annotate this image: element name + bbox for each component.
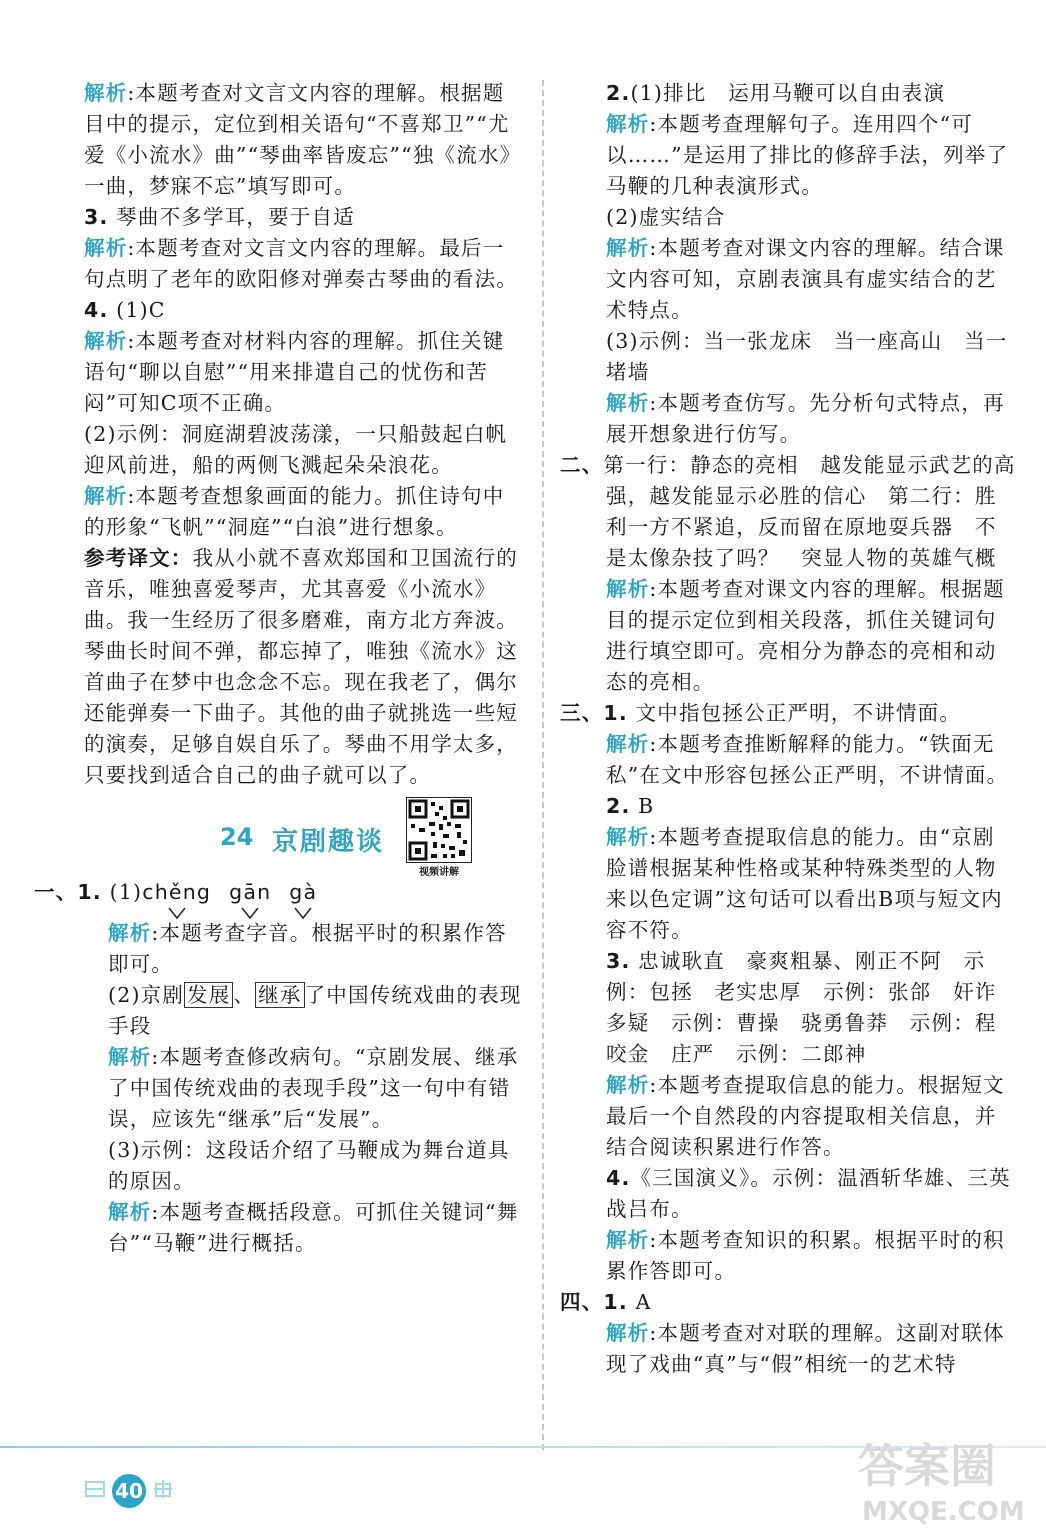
svg-text:答案圈: 答案圈	[858, 1439, 996, 1493]
analysis-paragraph: 解析:本题考查推断解释的能力。“铁面无私”在文中形容包拯公正严明，不讲情面。	[606, 732, 1009, 787]
section-name: 京剧趣谈	[272, 827, 385, 857]
answer-item: 二、第一行：静态的亮相 越发能显示武艺的高强，越发能显示必胜的信心 第二行：胜利一方不紧追，反而留在原地耍兵器 不是太像杂技了吗？ 突显人物的英雄气概	[560, 453, 1016, 570]
check-mark-icon	[240, 906, 260, 920]
corrected-word: 继承	[255, 982, 304, 1008]
answer-item: (2)示例：洞庭湖碧波荡漾，一只船鼓起白帆迎风前进，船的两侧飞溅起朵朵浪花。	[84, 422, 508, 477]
qr-label: 视频讲解	[419, 867, 459, 878]
answer-item: 3. 忠诚耿直 豪爽粗暴、刚正不阿 示例：包拯 老实忠厚 示例：张郃 奸诈多疑 示例：曹操 骁勇鲁莽 示例：程咬金 庄严 示例：二郎神	[606, 949, 997, 1066]
grid-decoration-icon	[84, 1478, 106, 1500]
watermark-logo	[838, 1420, 1028, 1530]
answer-item: 三、1. 文中指包拯公正严明，不讲情面。	[560, 701, 962, 725]
svg-text:MXQE.COM: MXQE.COM	[862, 1497, 1025, 1527]
reference-translation: 参考译文：我从小就不喜欢郑国和卫国流行的音乐，唯独喜爱琴声，尤其喜爱《小流水》曲。我一生经历了很多磨难，南方北方奔波。琴曲长时间不弹，都忘掉了，唯独《流水》这首曲子在梦中也念念不忘。现在我老了，偶尔还能弹奏一下曲子。其他的曲子就挑选一些短的演奏，足够自娱自乐了。琴曲不用学太多，只要找到适合自己的曲子就可以了。	[84, 546, 518, 787]
analysis-paragraph: 解析:本题考查知识的积累。根据平时的积累作答即可。	[606, 1228, 1005, 1283]
answer-item: (3)示例：这段话介绍了马鞭成为舞台道具的原因。	[108, 1138, 510, 1193]
right-column	[560, 78, 1016, 1380]
analysis-paragraph: 解析:本题考查修改病句。“京剧发展、继承了中国传统戏曲的表现手段”这一句中有错误，应该先“继承”后“发展”。	[108, 1045, 519, 1131]
answer-item: (2)虚实结合	[606, 205, 726, 229]
pinyin: gān	[229, 877, 271, 918]
analysis-tag: 解析	[84, 81, 128, 105]
analysis-paragraph: 解析:本题考查想象画面的能力。抓住诗句中的形象“飞帆”“洞庭”“白浪”进行想象。	[84, 484, 505, 539]
analysis-paragraph: 解析:本题考查概括段意。可抓住关键词“舞台”“马鞭”进行概括。	[108, 1200, 519, 1255]
answer-item: 四、1. A	[560, 1290, 652, 1314]
answer-item: 4. (1)C	[84, 298, 166, 322]
answer-item: 4.《三国演义》。示例：温酒斩华雄、三英战吕布。	[606, 1166, 1011, 1221]
pinyin: gà	[289, 877, 317, 918]
analysis-paragraph: 解析:本题考查仿写。先分析句式特点，再展开想象进行仿写。	[606, 391, 1005, 446]
corrected-word: 发展	[184, 982, 233, 1008]
section-title	[84, 797, 526, 878]
analysis-paragraph: 解析:本题考查理解句子。连用四个“可以……”是运用了排比的修辞手法，列举了马鞭的几种表演形式。	[606, 112, 1009, 198]
answer-item: 一、1. (1)chěng gān gà	[34, 877, 526, 918]
page-number: 40	[112, 1474, 146, 1508]
left-column	[34, 78, 526, 1259]
answer-item: 3. 琴曲不多学耳，要于自适	[84, 205, 355, 229]
analysis-paragraph: 解析:本题考查字音。根据平时的积累作答即可。	[108, 921, 507, 976]
analysis-paragraph: 解析:本题考查对文言文内容的理解。根据题目中的提示，定位到相关语句“不喜郑卫”“尤爱《小流水》曲”“琴曲率皆废忘”“独《流水》一曲，梦寐不忘”填写即可。	[84, 81, 522, 198]
check-mark-icon	[167, 906, 187, 920]
analysis-paragraph: 解析:本题考查对课文内容的理解。根据题目的提示定位到相关段落，抓住关键词句进行填空即可。亮相分为静态的亮相和动态的亮相。	[606, 577, 1005, 694]
check-mark-icon	[293, 906, 313, 920]
analysis-paragraph: 解析:本题考查提取信息的能力。由“京剧脸谱根据某种性格或某种特殊类型的人物来以色定调”这句话可以看出B项与短文内容不符。	[606, 825, 1003, 942]
section-number: 24	[220, 823, 254, 851]
answer-item: 2. B	[606, 794, 655, 818]
column-divider	[542, 80, 544, 1450]
answer-item: (2)京剧 发展 、 继承 了中国传统戏曲的表现手段	[108, 983, 522, 1038]
answer-item: (3)示例：当一张龙床 当一座高山 当一堵墙	[606, 329, 1008, 384]
analysis-paragraph: 解析:本题考查对课文内容的理解。结合课文内容可知，京剧表演具有虚实结合的艺术特点。	[606, 236, 1005, 322]
analysis-paragraph: 解析:本题考查提取信息的能力。根据短文最后一个自然段的内容提取相关信息，并结合阅读积累进行作答。	[606, 1073, 1005, 1159]
qr-code-icon[interactable]	[406, 797, 472, 863]
pinyin: chěng	[142, 877, 211, 918]
answer-item: 2.(1)排比 运用马鞭可以自由表演	[606, 81, 946, 105]
analysis-paragraph: 解析:本题考查对对联的理解。这副对联体现了戏曲“真”与“假”相统一的艺术特	[606, 1321, 1005, 1376]
grid-decoration-icon	[152, 1478, 174, 1500]
analysis-paragraph: 解析:本题考查对文言文内容的理解。最后一句点明了老年的欧阳修对弹奏古琴曲的看法。	[84, 236, 518, 291]
analysis-paragraph: 解析:本题考查对材料内容的理解。抓住关键语句“聊以自慰”“用来排遣自己的忧伤和苦闷”可知C项不正确。	[84, 329, 505, 415]
